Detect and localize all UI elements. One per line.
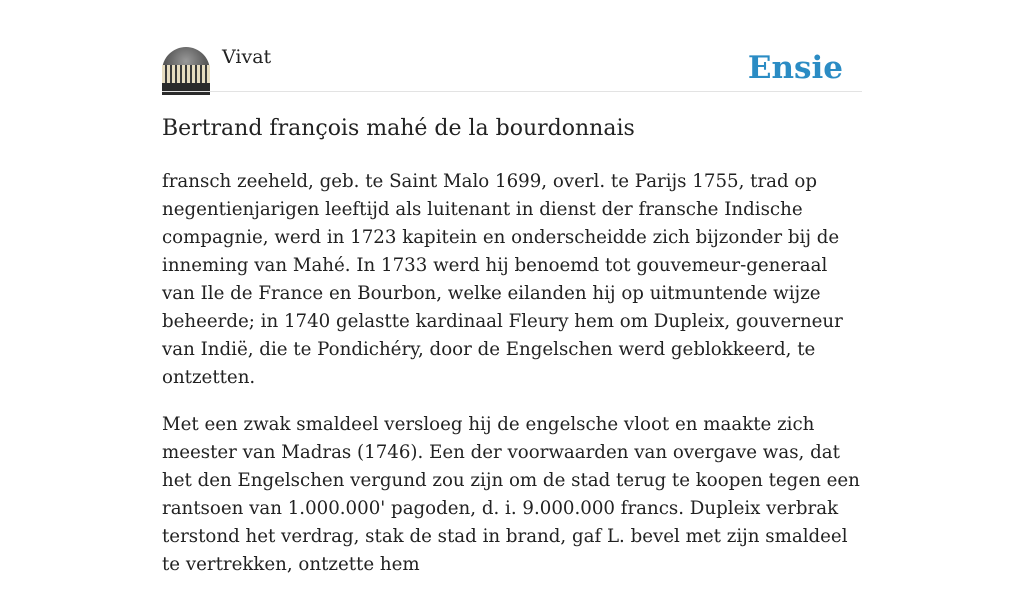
typewriter-base-icon: [162, 83, 210, 95]
typewriter-keys-icon: [162, 65, 210, 83]
site-logo[interactable]: Ensie: [747, 50, 843, 86]
author-name[interactable]: Vivat: [222, 46, 272, 68]
article-paragraph: Met een zwak smaldeel versloeg hij de engelsche vloot en maakte zich meester van Madras (1746). Een der voorwaarden van overgave was, dat het den Engelschen vergund zou zijn om de stad terug te koopen tegen een rantsoen van 1.000.000' pagoden, d. i. 9.000.000 francs. Dupleix verbrak terstond het verdrag, stak de stad in brand, gaf L. bevel met zijn smaldeel te vertrekken, ontzette hem: [162, 414, 860, 575]
header-divider: [162, 91, 862, 92]
page-title: Bertrand françois mahé de la bourdonnais: [162, 116, 635, 141]
article-paragraph: fransch zeeheld, geb. te Saint Malo 1699, overl. te Parijs 1755, trad op negentienjarigen leeftijd als luitenant in dienst der fransche Indische compagnie, werd in 1723 kapitein en onderscheidde zich bijzonder bij de inneming van Mahé. In 1733 werd hij benoemd tot gouvemeur-generaal van Ile de France en Bourbon, welke eilanden hij op uitmuntende wijze beheerde; in 1740 gelastte kardinaal Fleury hem om Dupleix, gouverneur van Indië, die te Pondichéry, door de Engelschen werd geblokkeerd, te ontzetten.: [162, 171, 843, 388]
article-body: [162, 168, 862, 598]
author-avatar[interactable]: [162, 47, 210, 95]
